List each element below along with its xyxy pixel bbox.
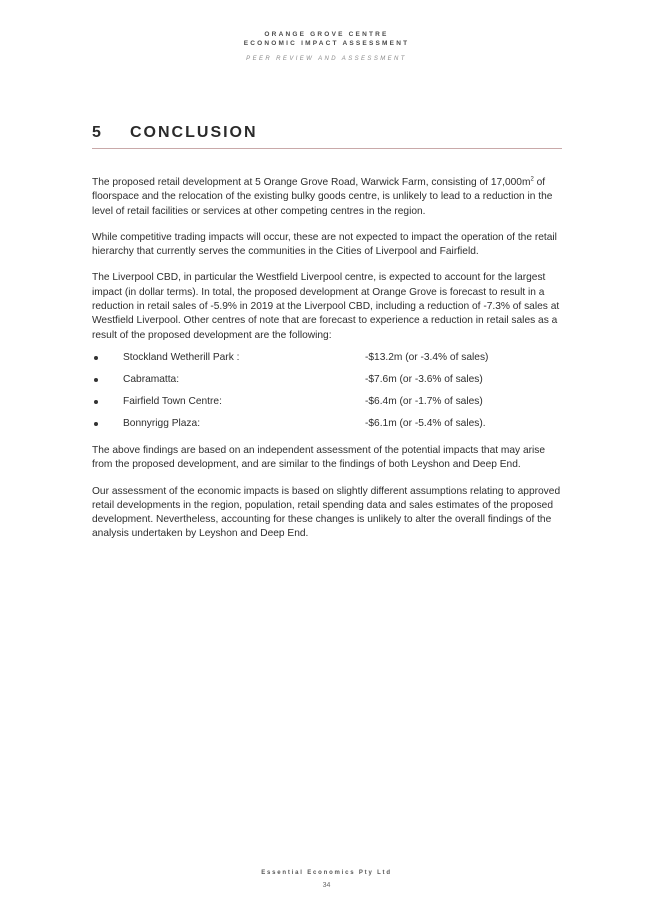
- centre-name: Stockland Wetherill Park :: [123, 351, 240, 363]
- centre-name: Cabramatta:: [123, 373, 180, 385]
- footer-company: Essential Economics Pty Ltd: [261, 870, 392, 876]
- paragraph-1-text-a: The proposed retail development at 5 Orange Grove Road, Warwick Farm, consisting of 17,000m: [92, 177, 531, 188]
- page-number: 34: [322, 882, 331, 889]
- section-title: CONCLUSION: [130, 124, 258, 141]
- centre-name: Bonnyrigg Plaza:: [123, 417, 201, 429]
- impact-list: [92, 347, 562, 435]
- list-item: [92, 413, 562, 435]
- superscript-2: 2: [530, 176, 534, 183]
- impact-value: -$13.2m (or -3.4% of sales): [365, 351, 489, 363]
- body-content: [92, 176, 562, 554]
- header-title-line2: ECONOMIC IMPACT ASSESSMENT: [243, 40, 410, 47]
- section-heading: [92, 124, 562, 149]
- paragraph-5: Our assessment of the economic impacts is based on slightly different assumptions relating to approved retail developments in the region, population, retail spending data and sales estimates of the proposed development. Nevertheless, accounting for these changes is unlikely to alter the overall findings of the analysis undertaken by Leyshon and Deep End.: [92, 485, 561, 540]
- impact-value: -$7.6m (or -3.6% of sales): [365, 373, 483, 385]
- paragraph-3: The Liverpool CBD, in particular the Westfield Liverpool centre, is expected to account for the largest impact (in dollar terms). In total, the proposed development at Orange Grove is forecast to result in a reduction in retail sales of -5.9% in 2019 at the Liverpool CBD, including a reduction of -7.3% of sales at Westfield Liverpool. Other centres of note that are forecast to experience a reduction in retail sales as a result of the proposed development are the following:: [92, 272, 560, 341]
- paragraph-1-text-b: of floorspace and the relocation of the existing bulky goods centre, is unlikely to lead to a reduction in the level of retail facilities or services at other competing centres in the region.: [92, 177, 553, 217]
- section-number: 5: [92, 124, 103, 141]
- centre-name: Fairfield Town Centre:: [123, 395, 222, 407]
- header-title-line1: ORANGE GROVE CENTRE: [264, 31, 389, 38]
- bullet-icon: [94, 378, 98, 382]
- impact-value: -$6.4m (or -1.7% of sales): [365, 395, 483, 407]
- paragraph-1: [92, 176, 562, 219]
- bullet-icon: [94, 422, 98, 426]
- bullet-icon: [94, 400, 98, 404]
- list-item: [92, 369, 562, 391]
- paragraph-2: While competitive trading impacts will occur, these are not expected to impact the operation of the retail hierarchy that currently serves the communities in the Cities of Liverpool and Fairfield.: [92, 231, 557, 258]
- list-item: [92, 391, 562, 413]
- page-footer: [0, 870, 653, 889]
- bullet-icon: [94, 356, 98, 360]
- list-item: [92, 347, 562, 369]
- page-header: [0, 30, 653, 62]
- paragraph-4: The above findings are based on an independent assessment of the potential impacts that may arise from the proposed development, and are similar to the findings of both Leyshon and Deep End.: [92, 444, 546, 471]
- impact-value: -$6.1m (or -5.4% of sales).: [365, 417, 486, 429]
- header-subtitle: PEER REVIEW AND ASSESSMENT: [246, 56, 407, 62]
